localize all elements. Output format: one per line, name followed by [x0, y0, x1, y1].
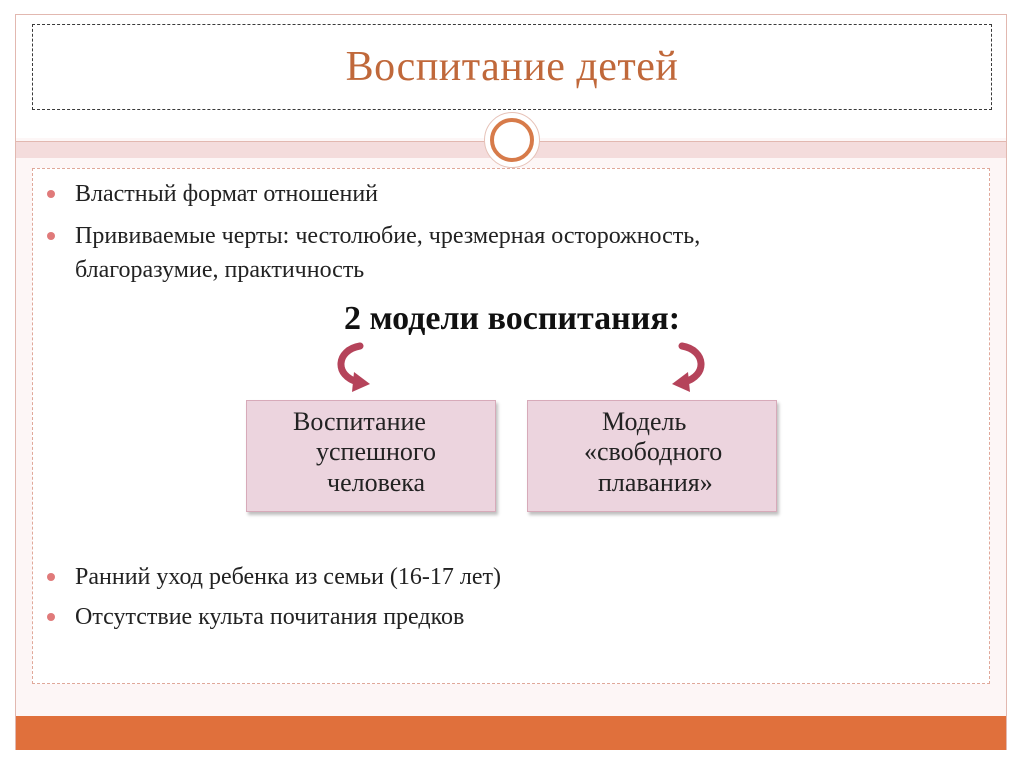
- ornament-ring-icon: [490, 118, 534, 162]
- bullet-dot-1: [47, 190, 55, 198]
- model-right-line-3: плавания»: [598, 468, 713, 497]
- bullet-dot-2: [47, 232, 55, 240]
- model-free-floating: [527, 400, 777, 512]
- model-left-line-3: человека: [327, 468, 426, 497]
- bullet-traits: Прививаемые черты: честолюбие, чрезмерная осторожность,: [75, 223, 701, 249]
- curved-arrow-right-icon: [668, 342, 712, 394]
- bottom-accent-bar: [16, 716, 1006, 750]
- bullet-traits-cont: благоразумие, практичность: [75, 257, 365, 283]
- models-heading: 2 модели воспитания:: [343, 300, 681, 337]
- model-successful-person: [246, 400, 496, 512]
- curved-arrow-left-icon: [330, 342, 374, 394]
- bullet-dot-4: [47, 613, 55, 621]
- bullet-authoritarian: Властный формат отношений: [75, 181, 378, 207]
- bullet-early-leave: Ранний уход ребенка из семьи (16-17 лет): [75, 564, 501, 590]
- model-right-line-1: Модель: [602, 407, 687, 436]
- title-box: [32, 24, 992, 110]
- bullet-dot-3: [47, 573, 55, 581]
- model-left-line-2: успешного: [316, 437, 436, 466]
- bullet-no-ancestor-cult: Отсутствие культа почитания предков: [75, 604, 465, 630]
- slide-title: Воспитание детей: [345, 44, 679, 90]
- model-right-line-2: «свободного: [584, 437, 723, 466]
- model-left-line-1: Воспитание: [293, 407, 426, 436]
